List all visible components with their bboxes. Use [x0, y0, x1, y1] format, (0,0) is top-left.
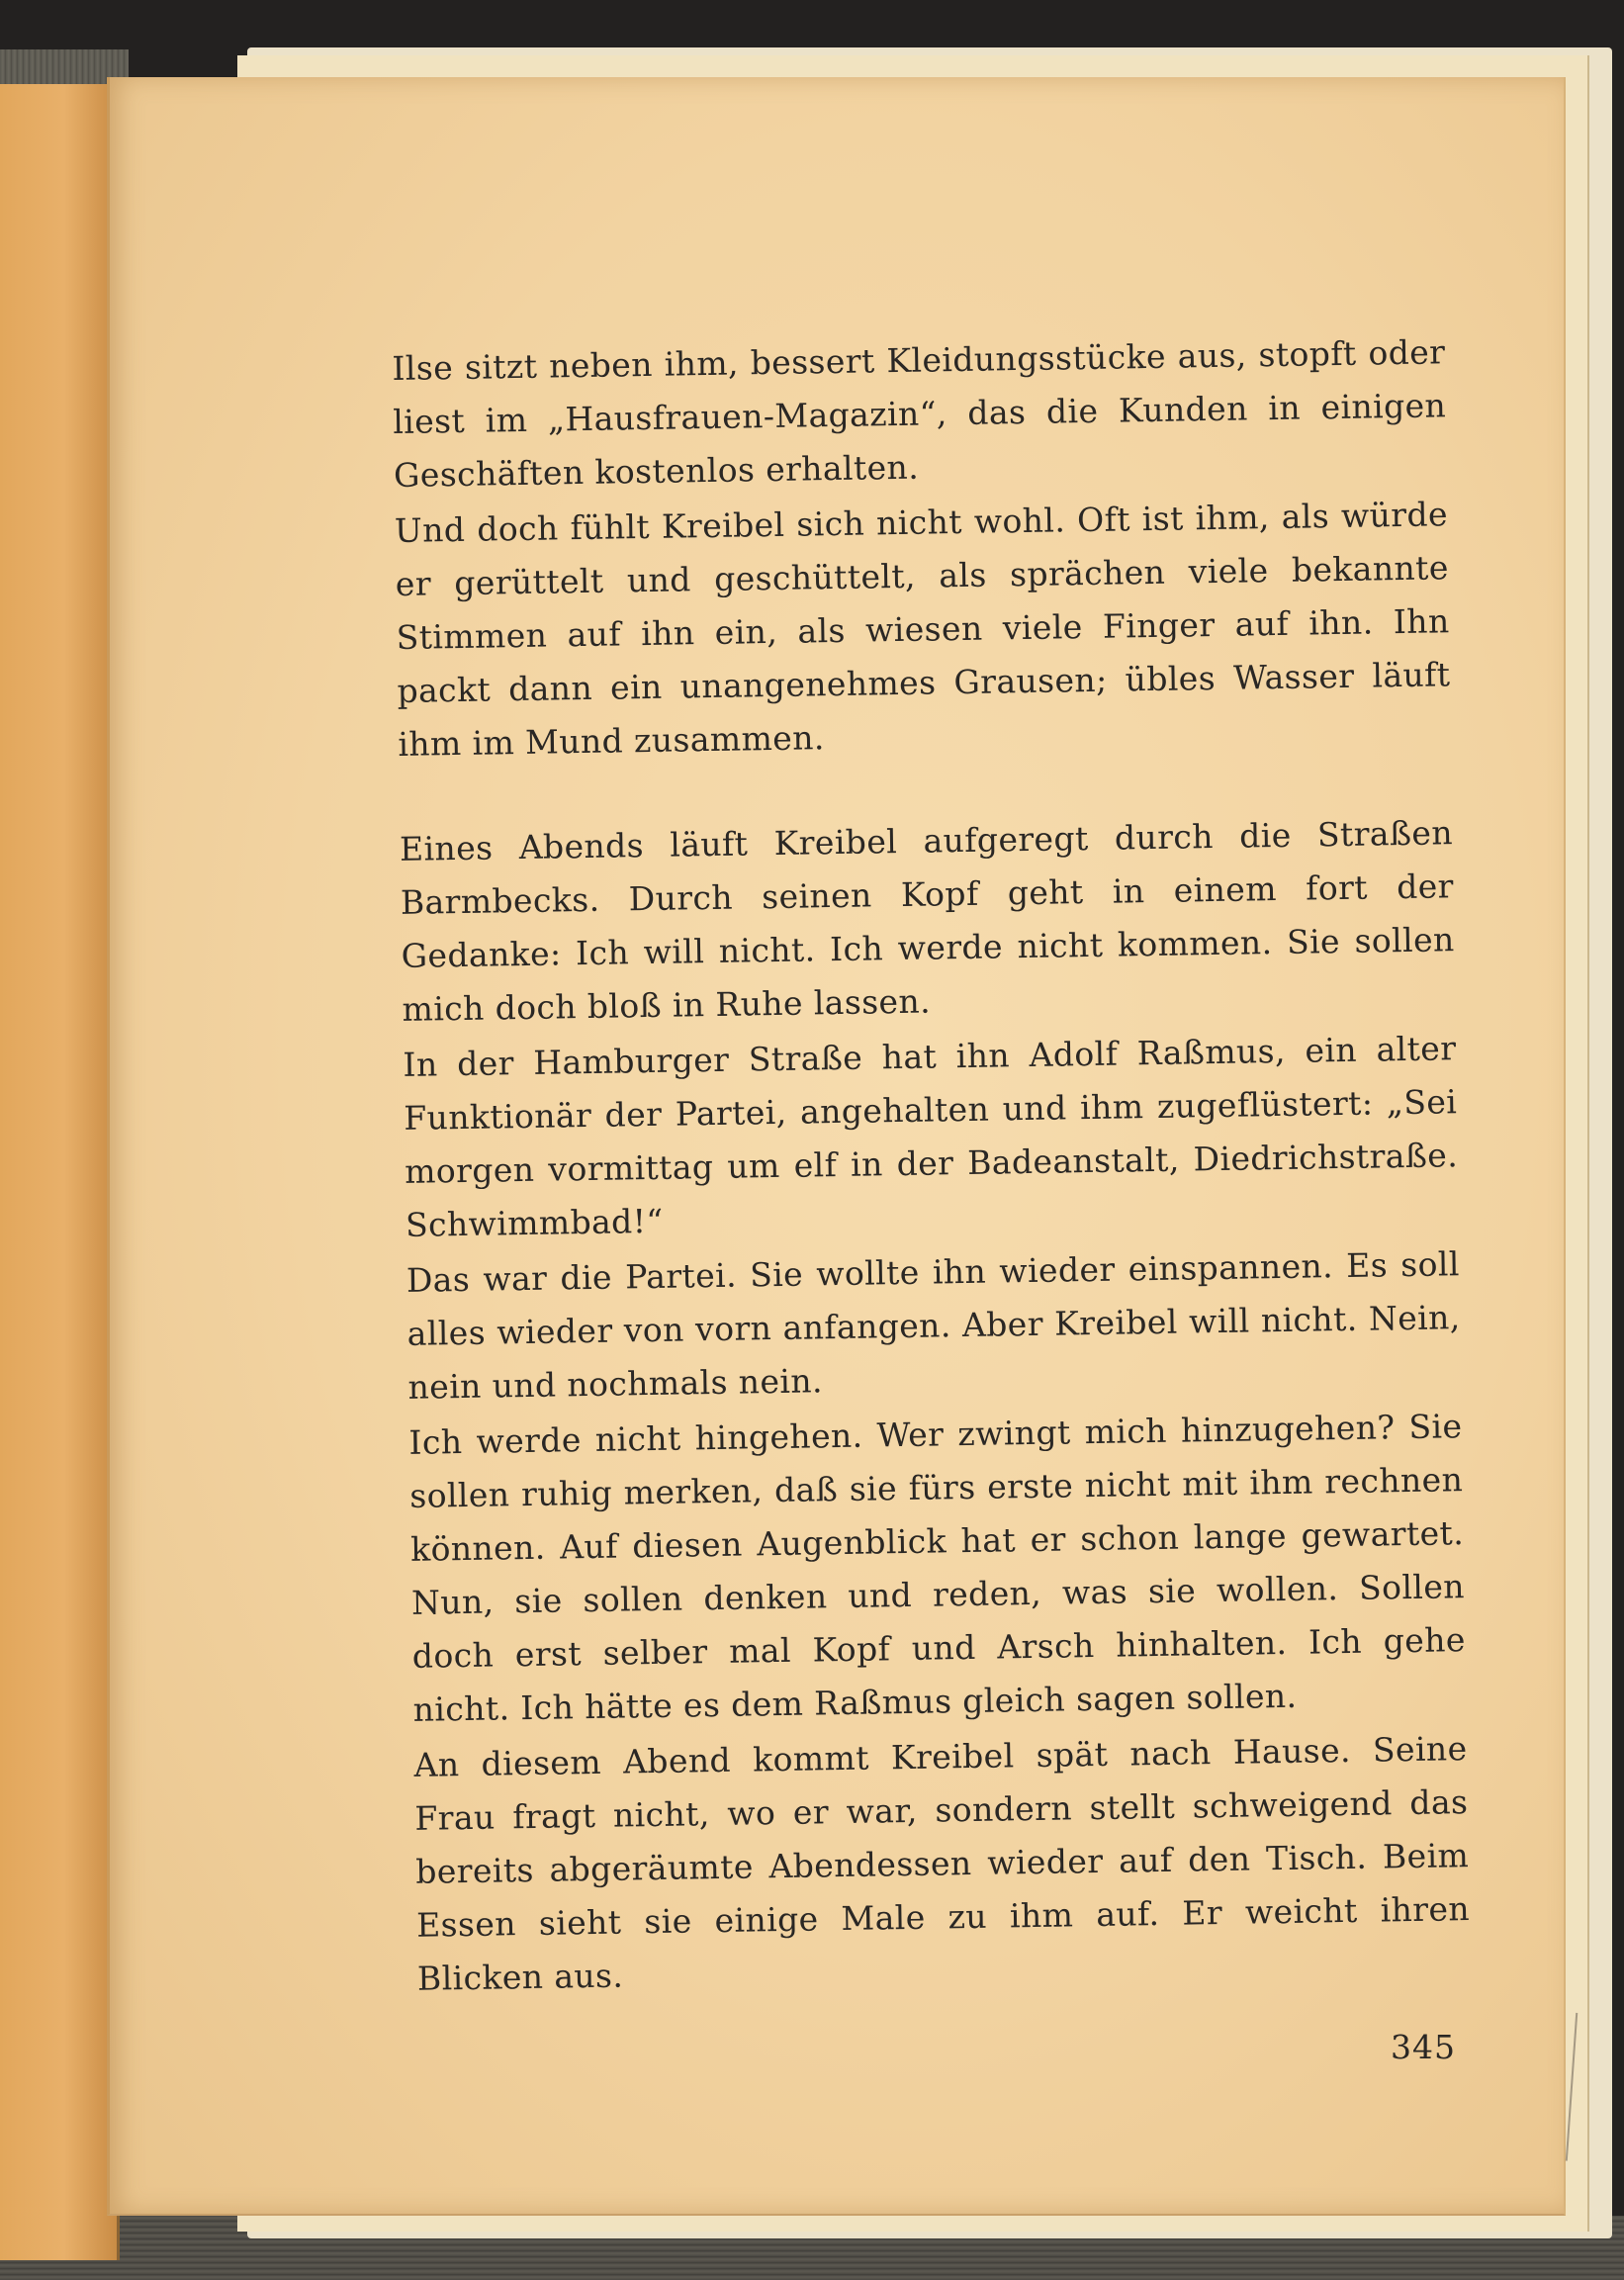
- book-page: [107, 77, 1566, 2216]
- page-number: 345: [1391, 2028, 1456, 2066]
- paragraph-4: In der Hamburger Straße hat ihn Adolf Raßmus, ein alter Funktionär der Partei, angehalten und ihm zugeflüstert: „Sei morgen vormittag um elf in der Badeanstalt, Diedrichstraße. Schwimmbad!“: [403, 1029, 1459, 1244]
- paragraph-1: Ilse sitzt neben ihm, bessert Kleidungsstücke aus, stopft oder liest im „Hausfrauen-Magazin“, das die Kunden in einigen Geschäften kostenlos erhalten.: [392, 332, 1447, 495]
- paragraph-3: Eines Abends läuft Kreibel aufgeregt durch die Straßen Barmbecks. Durch seinen Kopf geht in einem fort der Gedanke: Ich will nicht. Ich werde nicht kommen. Sie sollen mich doch bloß in Ruhe lassen.: [399, 813, 1455, 1029]
- paragraph-2: Und doch fühlt Kreibel sich nicht wohl. Oft ist ihm, als würde er gerüttelt und geschüttelt, als sprächen viele bekannte Stimmen auf ihn ein, als wiesen viele Finger auf ihn. Ihn packt dann ein unangenehmes Grausen; übles Wasser läuft ihm im Mund zusammen.: [394, 495, 1451, 764]
- facing-page-edge: [0, 84, 120, 2260]
- paragraph-6: Ich werde nicht hingehen. Wer zwingt mich hinzugehen? Sie sollen ruhig merken, daß sie fürs erste nicht mit ihm rechnen können. Auf diesen Augenblick hat er schon lange gewartet. Nun, sie sollen denken und reden, was sie wollen. Sollen doch erst selber mal Kopf und Arsch hinhalten. Ich gehe nicht. Ich hätte es dem Raßmus gleich sagen sollen.: [408, 1407, 1467, 1729]
- page-body-text: [392, 325, 1471, 2008]
- paragraph-7: An diesem Abend kommt Kreibel spät nach Hause. Seine Frau fragt nicht, wo er war, sondern stellt schweigend das bereits abgeräumte Abendessen wieder auf den Tisch. Beim Essen sieht sie einige Male zu ihm auf. Er weicht ihren Blicken aus.: [413, 1729, 1471, 1998]
- paragraph-5: Das war die Partei. Sie wollte ihn wieder einspannen. Es soll alles wieder von vorn anfangen. Aber Kreibel will nicht. Nein, nein und nochmals nein.: [406, 1244, 1461, 1407]
